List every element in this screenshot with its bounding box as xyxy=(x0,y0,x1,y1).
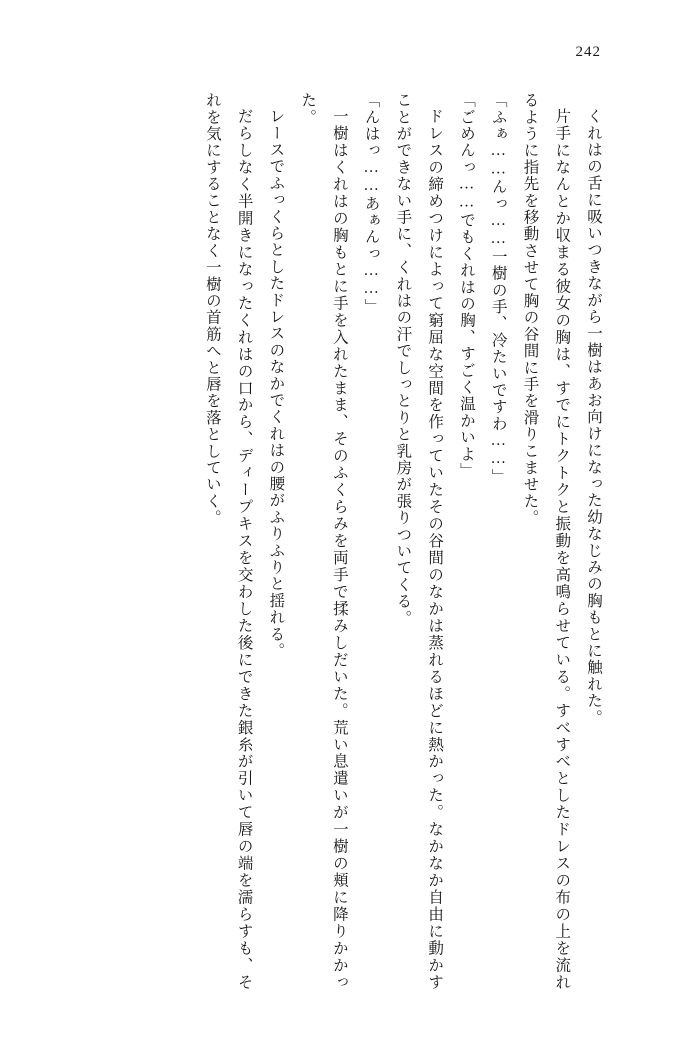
paragraph-dialogue: 「んはっ……あぁんっ……」 xyxy=(362,92,380,316)
paragraph: くれはの舌に吸いつきながら一樹はあお向けになった幼なじみの胸もとに触れた。 xyxy=(585,107,602,726)
paragraph-dialogue: 「ふぁ……んっ……一樹の手、冷たいですわ……」 xyxy=(489,92,507,486)
paragraph: ドレスの締めつけによって窮屈な空間を作っていたその谷間のなかは蒸れるほどに熱かった。なかなか自由に動かすことができない手に、くれはの汗でしっとりと乳房が張りついてくる。 xyxy=(394,92,444,990)
page-number: 242 xyxy=(575,44,601,60)
paragraph: 片手になんとか収まる彼女の胸は、すでにトクトクと振動を高鳴らせている。すべすべとしたドレスの布の上を流れるように指先を移動させて胸の谷間に手を滑りこませた。 xyxy=(521,92,571,990)
paragraph: だらしなく半開きになったくれはの口から、ディープキスを交わした後にできた銀糸が引いて唇の端を濡らすも、それを気にすることなく一樹の首筋へと唇を落としていく。 xyxy=(203,92,253,990)
paragraph-dialogue: 「ごめんっ……でもくれはの胸、すごく温かいよ」 xyxy=(457,92,475,480)
page-body-text xyxy=(58,92,609,990)
paragraph: 一樹はくれはの胸もとに手を入れたまま、そのふくらみを両手で揉みしだいた。荒い息遣いが一樹の頬に降りかかった。 xyxy=(299,92,348,990)
paragraph: レースでふっくらとしたドレスのなかでくれはの腰がふりふりと揺れる。 xyxy=(267,107,285,659)
